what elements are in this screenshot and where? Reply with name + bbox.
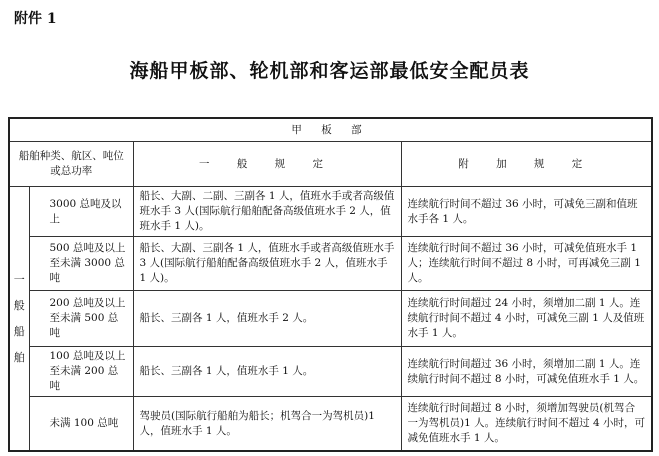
row-name: 100 总吨及以上至未满 200 总吨 xyxy=(29,347,133,397)
row-general: 船长、三副各 1 人，值班水手 1 人。 xyxy=(133,347,401,397)
table-row xyxy=(9,187,652,237)
side-category-label: 一 般 船 舶 xyxy=(9,187,29,452)
row-additional: 连续航行时间超过 24 小时，须增加二副 1 人。连续航行时间不超过 4 小时，可减免三副 1 人及值班水手 1 人。 xyxy=(401,291,652,347)
attachment-label: 附件 1 xyxy=(14,11,57,27)
section-header: 甲 板 部 xyxy=(9,118,652,142)
row-additional: 连续航行时间不超过 36 小时，可减免值班水手 1 人；连续航行时间不超过 8 小时，可再减免三副 1 人。 xyxy=(401,237,652,291)
row-name: 500 总吨及以上至未满 3000 总吨 xyxy=(29,237,133,291)
row-additional: 连续航行时间超过 36 小时，须增加二副 1 人。连续航行时间不超过 8 小时，可减免值班水手 1 人。 xyxy=(401,347,652,397)
row-name: 200 总吨及以上至未满 500 总吨 xyxy=(29,291,133,347)
col-header-category: 船舶种类、航区、吨位或总功率 xyxy=(9,142,133,187)
col-header-additional: 附 加 规 定 xyxy=(401,142,652,187)
table-row xyxy=(9,347,652,397)
row-general: 驾驶员(国际航行船舶为船长；机驾合一为驾机员)1 人，值班水手 1 人。 xyxy=(133,397,401,452)
document-title: 海船甲板部、轮机部和客运部最低安全配员表 xyxy=(129,60,530,82)
section-header-row xyxy=(9,118,652,142)
row-name: 未满 100 总吨 xyxy=(29,397,133,452)
table-row xyxy=(9,237,652,291)
table-row xyxy=(9,397,652,452)
table-row xyxy=(9,291,652,347)
row-additional: 连续航行时间不超过 36 小时，可减免三副和值班水手各 1 人。 xyxy=(401,187,652,237)
row-additional: 连续航行时间超过 8 小时，须增加驾驶员(机驾合一为驾机员)1 人。连续航行时间不超过 4 小时，可减免值班水手 1 人。 xyxy=(401,397,652,452)
row-general: 船长、大副、三副各 1 人，值班水手或者高级值班水手 3 人(国际航行船舶配备高级值班水手 2 人，值班水手 1 人)。 xyxy=(133,237,401,291)
row-general: 船长、大副、二副、三副各 1 人，值班水手或者高级值班水手 3 人(国际航行船舶配备高级值班水手 2 人，值班水手 1 人)。 xyxy=(133,187,401,237)
row-general: 船长、三副各 1 人，值班水手 2 人。 xyxy=(133,291,401,347)
row-name: 3000 总吨及以上 xyxy=(29,187,133,237)
column-header-row xyxy=(9,142,652,187)
manning-table xyxy=(8,117,653,452)
col-header-general: 一 般 规 定 xyxy=(133,142,401,187)
